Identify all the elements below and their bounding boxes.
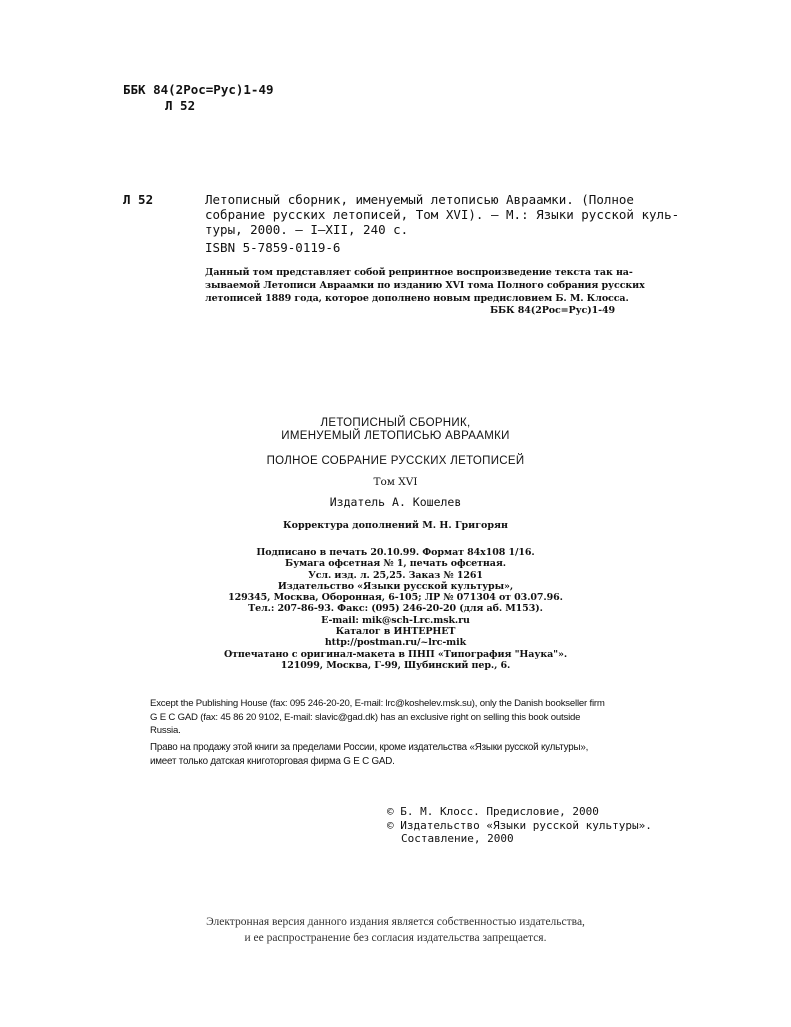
rights-en-line: Russia. xyxy=(150,725,181,736)
colophon-line: Усл. изд. л. 25,25. Заказ № 1261 xyxy=(308,569,483,581)
rights-ru-line: Право на продажу этой книги за пределами России, кроме издательства «Языки русской культуры», xyxy=(150,742,589,753)
colophon-line: Подписано в печать 20.10.99. Формат 84х108 1/16. xyxy=(256,547,535,558)
publisher-line: Издатель А. Кошелев xyxy=(329,495,462,509)
colophon-line: http://postman.ru/~lrc-mik xyxy=(324,637,467,649)
colophon-line: Отпечатано с оригинал-макета в ПНП «Типография "Наука"». xyxy=(223,648,568,660)
record-line: собрание русских летописей, Том XVI). — М.: Языки русской куль- xyxy=(205,207,680,222)
volume-number: Том XVI xyxy=(373,476,418,488)
record-code: Л 52 xyxy=(123,192,154,207)
colophon-line: Бумага офсетная № 1, печать офсетная. xyxy=(285,558,506,570)
footer-line: и ее распространение без согласия издательства запрещается. xyxy=(244,932,547,944)
record-description xyxy=(205,192,679,237)
annotation-line: зываемой Летописи Авраамки по изданию XVI тома Полного собрания русских xyxy=(205,280,645,291)
rights-ru-line: имеет только датская книготорговая фирма G E C GAD. xyxy=(150,755,395,767)
colophon-line: E-mail: mik@sch-Lrc.msk.ru xyxy=(321,614,470,626)
author-sign-header: Л 52 xyxy=(165,98,196,113)
book-title-line-1: ЛЕТОПИСНЫЙ СБОРНИК, xyxy=(320,417,471,429)
series-title: ПОЛНОЕ СОБРАНИЕ РУССКИХ ЛЕТОПИСЕЙ xyxy=(266,455,525,467)
annotation-bbk: ББК 84(2Рос=Рус)1-49 xyxy=(490,305,616,316)
colophon-line: Издательство «Языки русской культуры», xyxy=(277,580,514,592)
copyright-line: © Б. М. Клосс. Предисловие, 2000 xyxy=(387,805,599,818)
rights-notice-ru xyxy=(150,741,588,768)
rights-notice-en xyxy=(150,697,605,738)
annotation-line: Данный том представляет собой репринтное воспроизведение текста так на- xyxy=(205,267,633,278)
book-title-line-2: ИМЕНУЕМЫЙ ЛЕТОПИСЬЮ АВРААМКИ xyxy=(281,430,510,442)
colophon xyxy=(0,547,791,671)
record-line: Летописный сборник, именуемый летописью Авраамки. (Полное xyxy=(205,192,634,207)
isbn: ISBN 5-7859-0119-6 xyxy=(205,240,341,255)
electronic-version-notice xyxy=(0,914,791,946)
record-line: туры, 2000. — I–XII, 240 с. xyxy=(205,222,409,237)
colophon-line: 129345, Москва, Оборонная, 6-105; ЛР № 071304 от 03.07.96. xyxy=(228,592,563,604)
rights-en-line: Except the Publishing House (fax: 095 246-20-20, E-mail: lrc@koshelev.msk.su), only the Danish bookseller firm xyxy=(150,698,605,709)
corrector-line: Корректура дополнений М. Н. Григорян xyxy=(283,520,508,531)
rights-en-line: G E C GAD (fax: 45 86 20 9102, E-mail: slavic@gad.dk) has an exclusive right on selling this book outside xyxy=(150,711,581,723)
annotation-line: летописей 1889 года, которое дополнено новым предисловием Б. М. Клосса. xyxy=(205,293,629,304)
footer-line: Электронная версия данного издания является собственностью издательства, xyxy=(206,916,585,928)
bbk-index: ББК 84(2Рос=Рус)1-49 xyxy=(123,82,274,97)
colophon-line: Каталог в ИНТЕРНЕТ xyxy=(335,626,456,638)
copyright-block xyxy=(387,805,652,846)
copyright-line: © Издательство «Языки русской культуры». xyxy=(387,818,652,832)
colophon-line: Тел.: 207-86-93. Факс: (095) 246-20-20 (для аб. М153). xyxy=(248,603,543,615)
colophon-line: 121099, Москва, Г-99, Шубинский пер., 6. xyxy=(280,659,511,671)
copyright-line: Составление, 2000 xyxy=(401,832,514,845)
annotation xyxy=(205,266,645,305)
